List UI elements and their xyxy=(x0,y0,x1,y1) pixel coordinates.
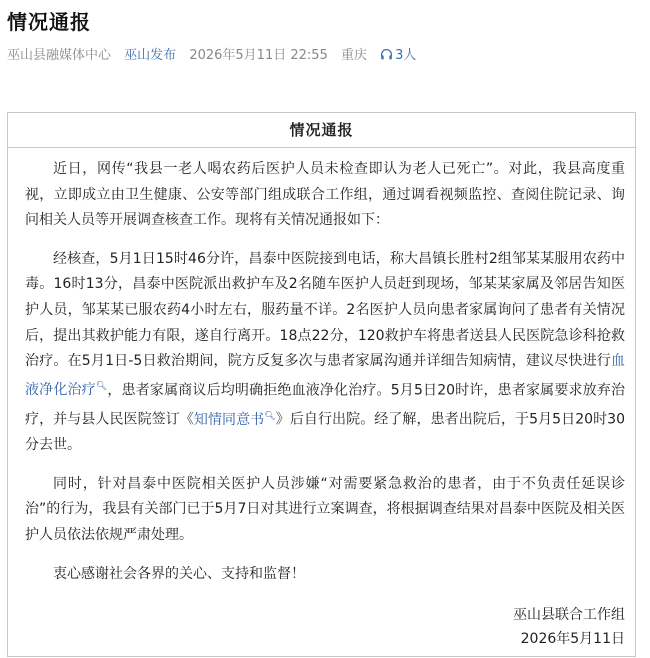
search-icon: 🔍︎ xyxy=(95,381,108,392)
search-icon: 🔍︎ xyxy=(264,411,276,421)
paragraph-thanks: 衷心感谢社会各界的关心、支持和监督！ xyxy=(53,565,305,582)
article-meta xyxy=(7,44,434,63)
signature-date: 2026年5月11日 xyxy=(520,631,625,647)
headphones-icon xyxy=(380,48,393,61)
listen-button[interactable] xyxy=(380,48,425,63)
findings-text-b: ，患者家属商议后均明确拒绝血液净化治疗。5月5日20时许，患者家属要求放弃治疗，并与县人民医院签订《 xyxy=(25,382,625,428)
notice-card xyxy=(7,112,636,657)
listen-count: 3人 xyxy=(395,48,417,63)
source-label: 巫山县融媒体中心 xyxy=(7,48,112,63)
keyword-link-label: 知情同意书 xyxy=(193,411,265,428)
findings-text-c: 》后自行出院。经了解，患者出院后，于5月5日20时30分去世。 xyxy=(25,411,625,454)
signature-block xyxy=(513,603,625,651)
notice-heading: 情况通报 xyxy=(8,113,635,148)
findings-text-a: 经核查，5月1日15时46分许，昌泰中医院接到电话，称大昌镇长胜村2组邹某某服用农药中毒。16时13分，昌泰中医院派出救护车及2名随车医护人员赶到现场，邹某某家属及邻居告知医护人员，邹某某已服农药4小时左右，服药量不详。2名医护人员向患者家属询问了患者有关情况后，提出其救护能力有限，遂自行离开。18点22分，120救护车将患者送县人民医院急诊科抢救治疗。在5月1日-5日救治期间，院方反复多次与患者家属沟通并详细告知病情，建议尽快进行 xyxy=(25,250,625,370)
paragraph-action: 同时，针对昌泰中医院相关医护人员涉嫌“对需要紧急救治的患者，由于不负责任延误诊治”的行为，我县有关部门已于5月7日对其进行立案调查，将根据调查结果对昌泰中医院及相关医护人员依法依规严肃处理。 xyxy=(25,475,625,544)
article-title: 情况通报 xyxy=(7,10,91,34)
signature-org: 巫山县联合工作组 xyxy=(513,607,625,623)
account-link[interactable]: 巫山发布 xyxy=(124,48,177,63)
paragraph-findings xyxy=(25,247,625,459)
paragraph-intro: 近日，网传“我县一老人喝农药后医护人员未检查即认为老人已死亡”。对此，我县高度重视，立即成立由卫生健康、公安等部门组成联合工作组，通过调看视频监控、查阅住院记录、询问相关人员等开展调查核查工作。现将有关情况通报如下： xyxy=(25,161,625,229)
location-label: 重庆 xyxy=(340,48,367,63)
keyword-link-label: 血液净化治疗 xyxy=(25,353,625,399)
publish-datetime: 2026年5月11日 22:55 xyxy=(189,48,328,63)
keyword-link-consent-form[interactable] xyxy=(194,412,276,428)
notice-body xyxy=(25,157,625,600)
